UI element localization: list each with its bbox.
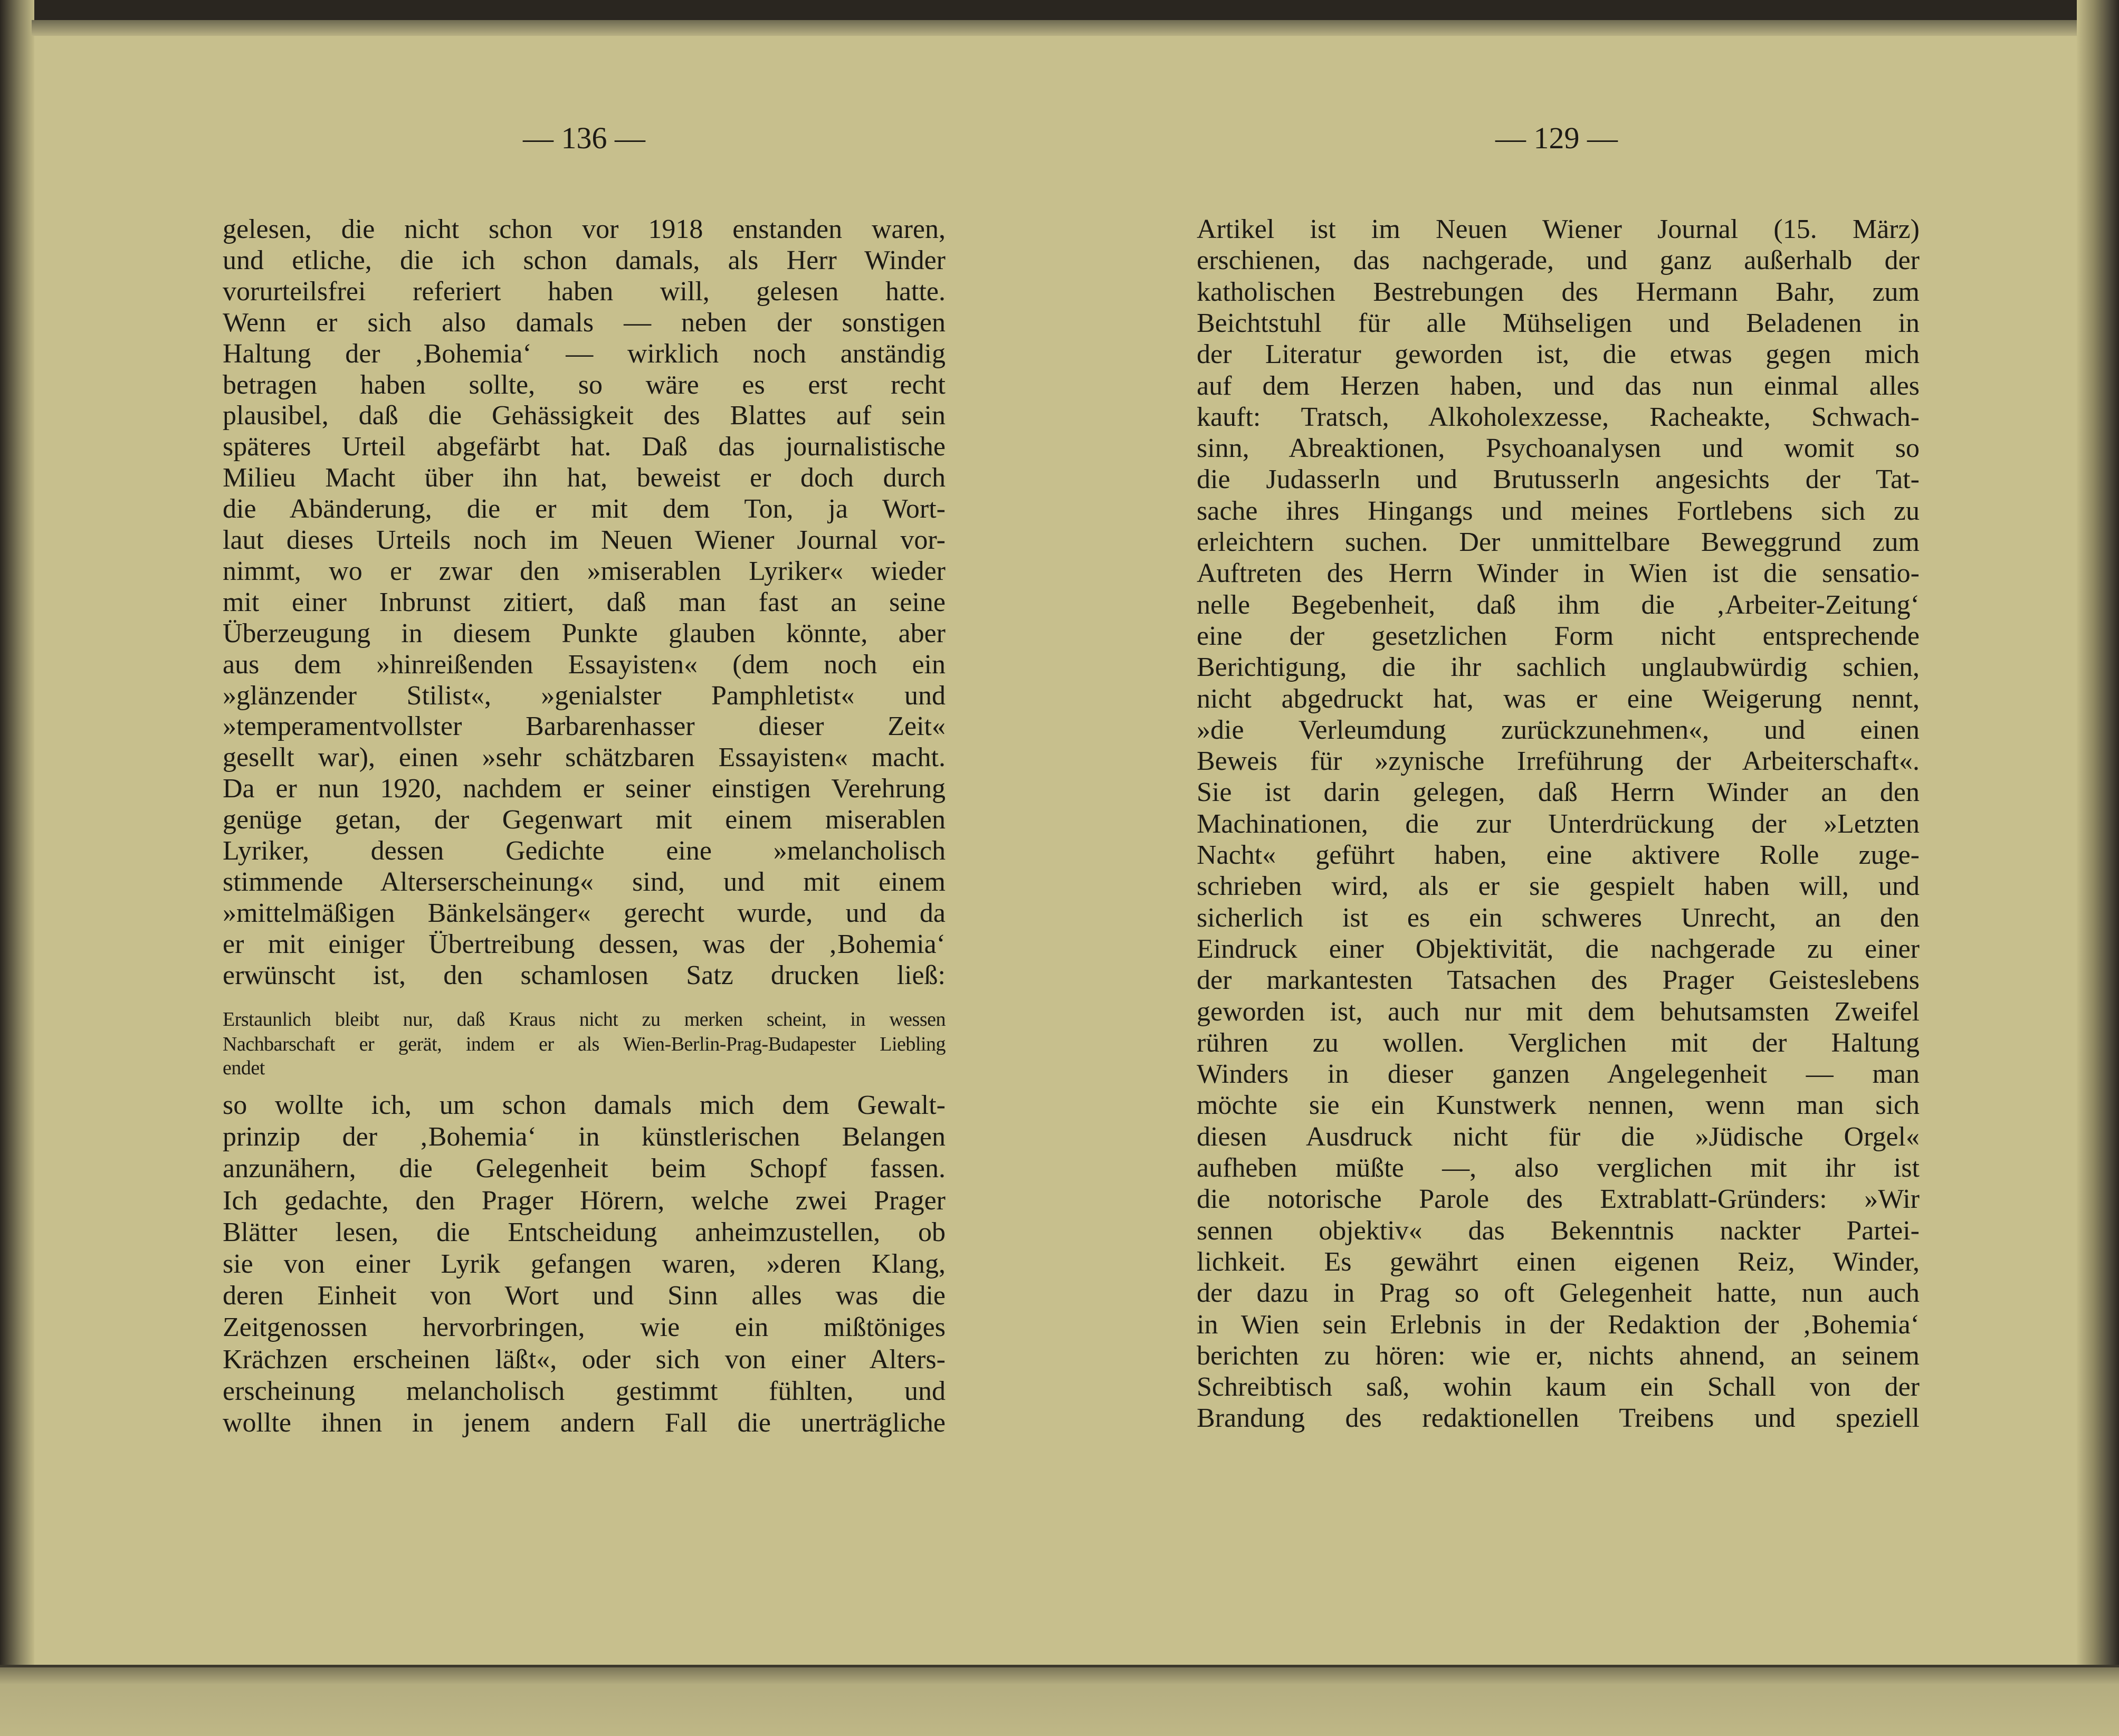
text-line: die Judasserln und Brutusserln angesichts der Tat- bbox=[1197, 464, 1920, 495]
text-line: schrieben wird, als er sie gespielt haben will, und bbox=[1197, 871, 1920, 902]
text-line: in Wien sein Erlebnis in der Redaktion der ‚Bohemia‘ bbox=[1197, 1309, 1920, 1340]
text-line: sicherlich ist es ein schweres Unrecht, an den bbox=[1197, 902, 1920, 933]
text-line: nimmt, wo er zwar den »miserablen Lyriker« wieder bbox=[223, 556, 946, 586]
text-line: anzunähern, die Gelegenheit beim Schopf fassen. bbox=[223, 1153, 946, 1184]
text-line: erscheinung melancholisch gestimmt fühlten, und bbox=[223, 1376, 946, 1406]
text-line: nicht abgedruckt hat, was er eine Weigerung nennt, bbox=[1197, 683, 1920, 714]
text-line: Eindruck einer Objektivität, die nachgerade zu einer bbox=[1197, 933, 1920, 964]
text-line: die Abänderung, die er mit dem Ton, ja Wort- bbox=[223, 494, 946, 524]
text-line: die notorische Parole des Extrablatt-Gründers: »Wir bbox=[1197, 1184, 1920, 1215]
text-line: Milieu Macht über ihn hat, beweist er doch durch bbox=[223, 463, 946, 493]
text-line: geworden ist, auch nur mit dem behutsamsten Zweifel bbox=[1197, 996, 1920, 1027]
text-line: rühren zu wollen. Verglichen mit der Haltung bbox=[1197, 1027, 1920, 1058]
text-line: Sie ist darin gelegen, daß Herrn Winder an den bbox=[1197, 777, 1920, 808]
text-line: stimmende Alterserscheinung« sind, und mit einem bbox=[223, 866, 946, 897]
text-line: er mit einiger Übertreibung dessen, was der ‚Bohemia‘ bbox=[223, 929, 946, 959]
quote-line: endet bbox=[223, 1057, 265, 1079]
text-line: laut dieses Urteils noch im Neuen Wiener Journal vor- bbox=[223, 525, 946, 555]
text-line: nelle Begebenheit, daß ihm die ‚Arbeiter-Zeitung‘ bbox=[1197, 589, 1920, 620]
text-line: erwünscht ist, den schamlosen Satz drucken ließ: bbox=[223, 960, 946, 990]
text-line: Artikel ist im Neuen Wiener Journal (15. März) bbox=[1197, 214, 1920, 244]
text-line: Schreibtisch saß, wohin kaum ein Schall von der bbox=[1197, 1372, 1920, 1403]
underlying-page bbox=[0, 1667, 2119, 1736]
text-line: sie von einer Lyrik gefangen waren, »deren Klang, bbox=[223, 1249, 946, 1279]
text-line: plausibel, daß die Gehässigkeit des Blattes auf sein bbox=[223, 400, 946, 431]
text-line: so wollte ich, um schon damals mich dem Gewalt- bbox=[223, 1090, 946, 1120]
text-line: erleichtern suchen. Der unmittelbare Beweggrund zum bbox=[1197, 527, 1920, 557]
quote-line: Nachbarschaft er gerät, indem er als Wien-Berlin-Prag-Budapester Liebling bbox=[223, 1033, 946, 1055]
text-line: und etliche, die ich schon damals, als Herr Winder bbox=[223, 245, 946, 275]
text-line: der markantesten Tatsachen des Prager Geisteslebens bbox=[1197, 965, 1920, 996]
text-line: gesellt war), einen »sehr schätzbaren Essayisten« macht. bbox=[223, 742, 946, 773]
text-line: Ich gedachte, den Prager Hörern, welche zwei Prager bbox=[223, 1185, 946, 1216]
text-line: Beweis für »zynische Irreführung der Arbeiterschaft«. bbox=[1197, 746, 1920, 777]
text-line: möchte sie ein Kunstwerk nennen, wenn man sich bbox=[1197, 1090, 1920, 1121]
text-line: Da er nun 1920, nachdem er seiner einstigen Verehrung bbox=[223, 774, 946, 804]
text-line: erschienen, das nachgerade, und ganz außerhalb der bbox=[1197, 245, 1920, 276]
text-line: »temperamentvollster Barbarenhasser dieser Zeit« bbox=[223, 711, 946, 742]
quote-line: Erstaunlich bleibt nur, daß Kraus nicht zu merken scheint, in wessen bbox=[223, 1008, 946, 1031]
text-line: Berichtigung, die ihr sachlich unglaubwürdig schien, bbox=[1197, 652, 1920, 683]
text-line: Lyriker, dessen Gedichte eine »melancholisch bbox=[223, 836, 946, 866]
text-line: Brandung des redaktionellen Treibens und speziell bbox=[1197, 1403, 1920, 1434]
text-line: Krächzen erscheinen läßt«, oder sich von einer Alters- bbox=[223, 1344, 946, 1375]
text-line: mit einer Inbrunst zitiert, daß man fast an seine bbox=[223, 587, 946, 617]
text-line: aus dem »hinreißenden Essayisten« (dem noch ein bbox=[223, 649, 946, 680]
text-line: betragen haben sollte, so wäre es erst recht bbox=[223, 369, 946, 400]
text-line: der Literatur geworden ist, die etwas gegen mich bbox=[1197, 339, 1920, 370]
text-line: auf dem Herzen haben, und das nun einmal alles bbox=[1197, 370, 1920, 401]
text-line: Überzeugung in diesem Punkte glauben könnte, aber bbox=[223, 618, 946, 648]
text-line: diesen Ausdruck nicht für die »Jüdische Orgel« bbox=[1197, 1121, 1920, 1152]
text-line: Blätter lesen, die Entscheidung anheimzustellen, ob bbox=[223, 1217, 946, 1247]
text-line: deren Einheit von Wort und Sinn alles was die bbox=[223, 1281, 946, 1311]
text-line: »die Verleumdung zurückzunehmen«, und einen bbox=[1197, 714, 1920, 745]
text-line: sennen objektiv« das Bekenntnis nackter Partei- bbox=[1197, 1215, 1920, 1246]
text-line: vorurteilsfrei referiert haben will, gelesen hatte. bbox=[223, 276, 946, 307]
left-page-number: — 136 — bbox=[523, 121, 645, 155]
text-line: sache ihres Hingangs und meines Fortlebens sich zu bbox=[1197, 495, 1920, 526]
text-line: katholischen Bestrebungen des Hermann Bahr, zum bbox=[1197, 276, 1920, 307]
text-line: Wenn er sich also damals — neben der sonstigen bbox=[223, 307, 946, 338]
text-line: aufheben müßte —, also verglichen mit ihr ist bbox=[1197, 1153, 1920, 1183]
text-line: Machinationen, die zur Unterdrückung der »Letzten bbox=[1197, 808, 1920, 839]
text-line: genüge getan, der Gegenwart mit einem miserablen bbox=[223, 805, 946, 835]
text-line: berichten zu hören: wie er, nichts ahnend, an seinem bbox=[1197, 1340, 1920, 1371]
text-line: gelesen, die nicht schon vor 1918 enstanden waren, bbox=[223, 214, 946, 244]
right-page-number: — 129 — bbox=[1495, 121, 1618, 155]
scan-left-border bbox=[0, 0, 34, 1736]
text-line: Beichtstuhl für alle Mühseligen und Beladenen in bbox=[1197, 308, 1920, 338]
text-line: sinn, Abreaktionen, Psychoanalysen und womit so bbox=[1197, 433, 1920, 464]
text-line: Auftreten des Herrn Winder in Wien ist die sensatio- bbox=[1197, 558, 1920, 589]
text-line: »glänzender Stilist«, »genialster Pamphletist« und bbox=[223, 680, 946, 711]
text-line: Zeitgenossen hervorbringen, wie ein mißtöniges bbox=[223, 1312, 946, 1343]
text-line: Haltung der ‚Bohemia‘ — wirklich noch anständig bbox=[223, 338, 946, 369]
text-line: der dazu in Prag so oft Gelegenheit hatte, nun auch bbox=[1197, 1278, 1920, 1309]
text-line: eine der gesetzlichen Form nicht entsprechende bbox=[1197, 621, 1920, 651]
text-line: wollte ihnen in jenem andern Fall die unerträgliche bbox=[223, 1408, 946, 1438]
text-line: späteres Urteil abgefärbt hat. Daß das journalistische bbox=[223, 432, 946, 462]
text-line: Winders in dieser ganzen Angelegenheit — man bbox=[1197, 1059, 1920, 1090]
scan-top-border bbox=[0, 0, 2119, 20]
text-line: Nacht« geführt haben, eine aktivere Rolle zuge- bbox=[1197, 840, 1920, 870]
text-line: »mittelmäßigen Bänkelsänger« gerecht wurde, und da bbox=[223, 898, 946, 928]
text-line: prinzip der ‚Bohemia‘ in künstlerischen Belangen bbox=[223, 1122, 946, 1152]
book-right-edge bbox=[2077, 0, 2119, 1736]
text-line: lichkeit. Es gewährt einen eigenen Reiz, Winder, bbox=[1197, 1246, 1920, 1277]
page-top-edge bbox=[32, 20, 2119, 36]
text-line: kauft: Tratsch, Alkoholexzesse, Racheakte, Schwach- bbox=[1197, 402, 1920, 432]
